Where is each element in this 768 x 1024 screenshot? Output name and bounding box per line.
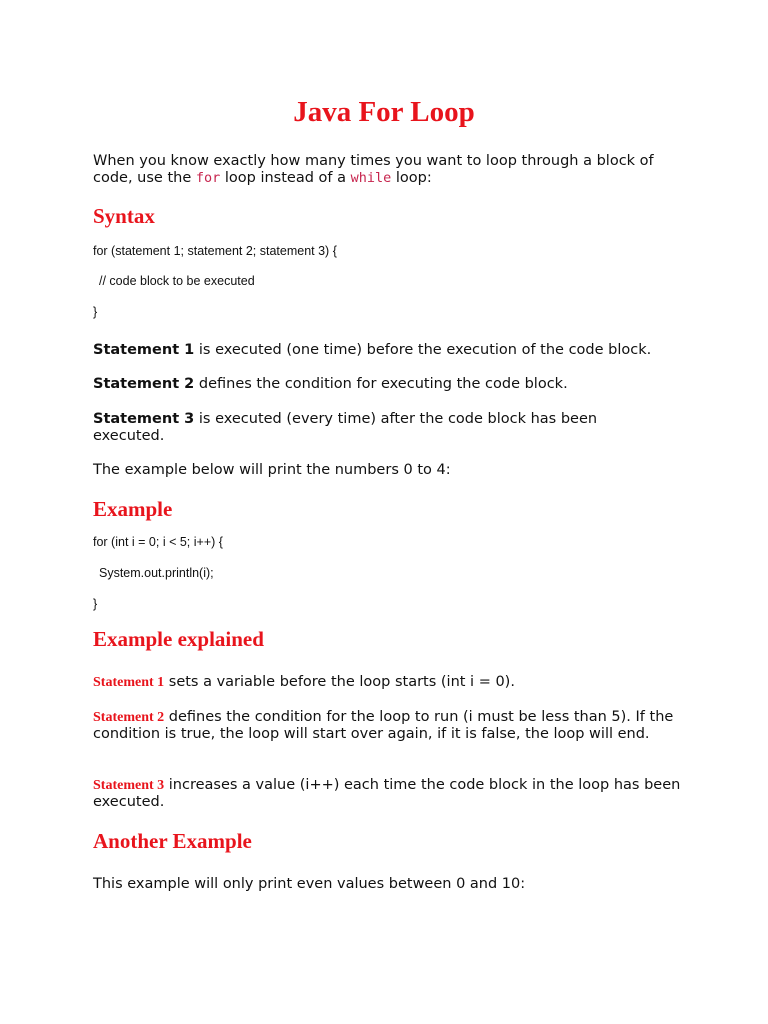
statement-3-paragraph	[93, 411, 633, 445]
example-code-line: }	[93, 597, 98, 611]
statement-3-text: is executed (every time) after the code block has been executed.	[93, 411, 598, 444]
another-example-heading: Another Example	[93, 829, 252, 853]
intro-text-1: When you know exactly how many times you want to loop through a block of code, use the	[93, 153, 654, 186]
intro-paragraph	[93, 153, 683, 187]
another-example-paragraph: This example will only print even values between 0 and 10:	[93, 876, 526, 892]
explained-statement-2	[93, 709, 683, 743]
explained-statement-2-text: defines the condition for the loop to run (i must be less than 5). If the condition is true, the loop will start over again, if it is false, the loop will end.	[93, 709, 674, 742]
statement-2-paragraph	[93, 376, 683, 393]
syntax-code-line: // code block to be executed	[99, 274, 255, 288]
statement-1-paragraph	[93, 342, 683, 359]
example-heading: Example	[93, 497, 173, 521]
page-title: Java For Loop	[293, 96, 475, 128]
statement-2-text: defines the condition for executing the code block.	[198, 376, 568, 392]
example-intro-paragraph: The example below will print the numbers 0 to 4:	[93, 462, 451, 478]
example-code-line: for (int i = 0; i < 5; i++) {	[93, 535, 223, 549]
explained-statement-2-label: Statement 2	[93, 710, 165, 725]
syntax-heading: Syntax	[93, 204, 155, 228]
explained-statement-3-label: Statement 3	[93, 778, 165, 793]
statement-1-label: Statement 1	[93, 342, 195, 358]
explained-statement-1-label: Statement 1	[93, 675, 165, 690]
statement-1-text: is executed (one time) before the execution of the code block.	[198, 342, 652, 358]
explained-statement-1-text: sets a variable before the loop starts (int i = 0).	[168, 674, 515, 690]
for-keyword: for	[195, 170, 221, 186]
intro-text-2: loop instead of a	[224, 170, 347, 186]
explained-statement-1	[93, 674, 683, 691]
statement-3-label: Statement 3	[93, 411, 195, 427]
example-explained-heading: Example explained	[93, 627, 264, 651]
while-keyword: while	[350, 170, 392, 186]
syntax-code-line: }	[93, 305, 98, 319]
statement-2-label: Statement 2	[93, 376, 195, 392]
example-code-line: System.out.println(i);	[99, 566, 214, 580]
explained-statement-3	[93, 777, 683, 811]
syntax-code-line: for (statement 1; statement 2; statement 3) {	[93, 244, 337, 258]
intro-text-3: loop:	[395, 170, 432, 186]
explained-statement-3-text: increases a value (i++) each time the code block in the loop has been executed.	[93, 777, 681, 810]
